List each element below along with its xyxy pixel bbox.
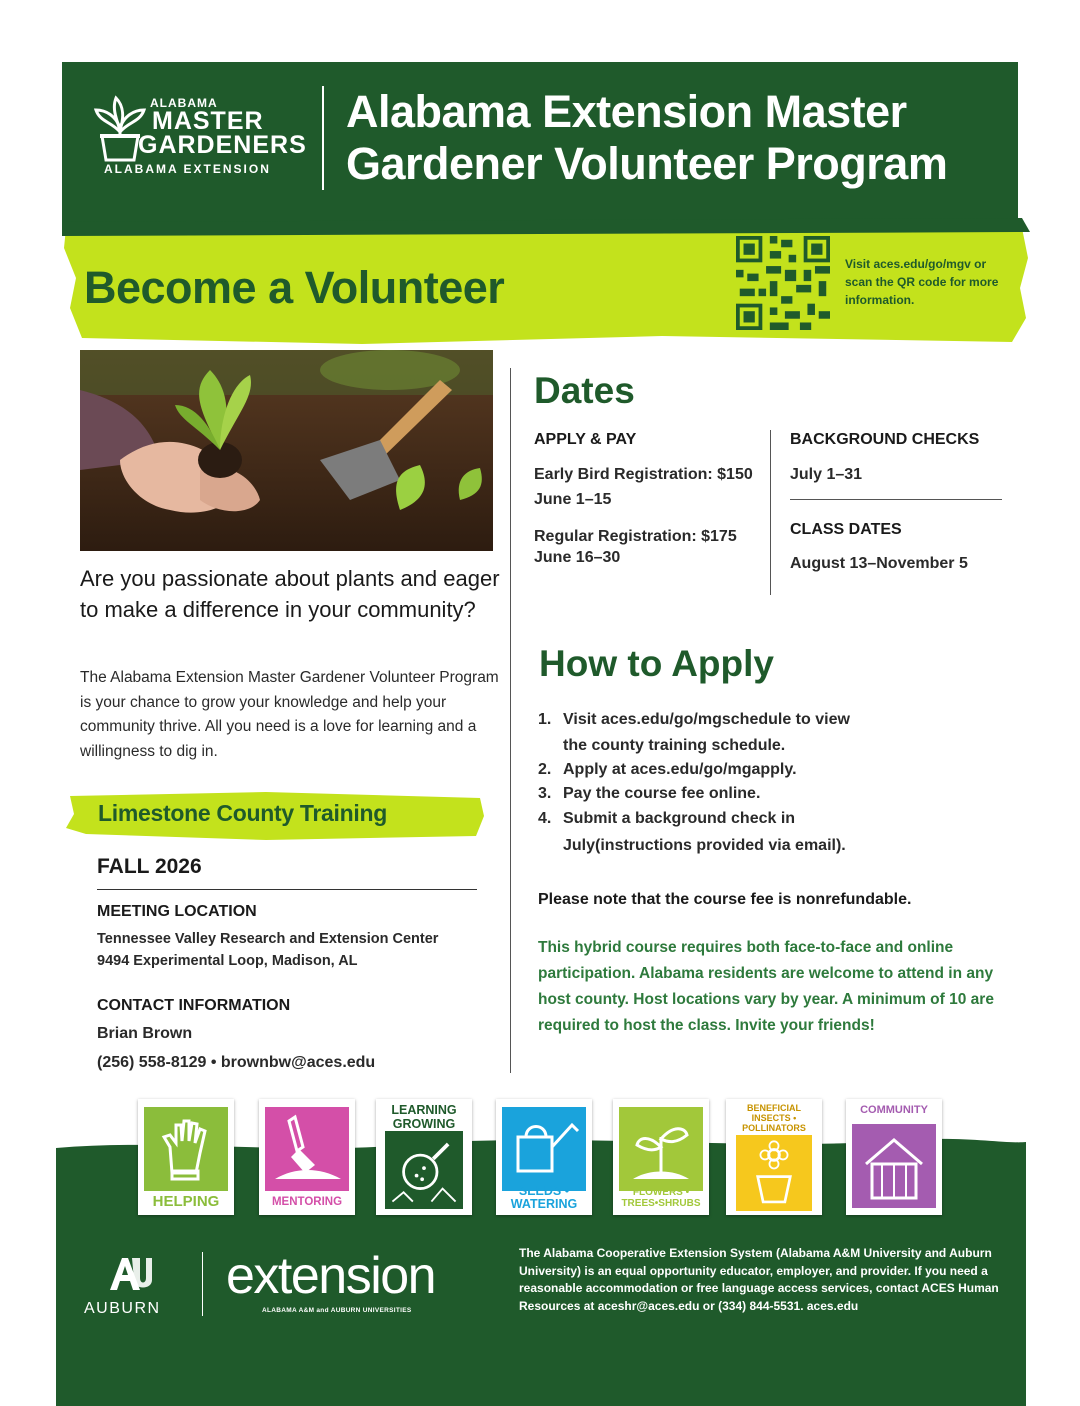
step-number: 2.: [538, 761, 552, 778]
contact-heading: CONTACT INFORMATION: [97, 997, 291, 1014]
watering-can-icon: [502, 1107, 586, 1191]
training-term: FALL 2026: [97, 855, 202, 878]
intro-question: Are you passionate about plants and eager to make a difference in your community?: [80, 566, 500, 622]
meeting-location-name: Tennessee Valley Research and Extension Center: [97, 931, 439, 947]
meeting-location-address: 9494 Experimental Loop, Madison, AL: [97, 953, 358, 969]
background-checks-heading: BACKGROUND CHECKS: [790, 431, 980, 448]
tile-label: FLOWERS • TREES•SHRUBS: [621, 1187, 701, 1209]
regular-dates: June 16–30: [534, 549, 621, 566]
step-text: Pay the course fee online.: [563, 785, 761, 802]
dates-column-divider: [770, 430, 771, 595]
qr-code-icon[interactable]: [736, 236, 830, 330]
early-bird-label: Early Bird Registration: $150: [534, 466, 753, 483]
tile-label: LEARNING GROWING: [391, 1103, 457, 1131]
county-title: Limestone County Training: [98, 800, 387, 826]
step-text: Submit a background check in: [563, 810, 796, 827]
tile-mentoring: [259, 1099, 355, 1215]
hybrid-course-note: This hybrid course requires both face-to-face and online participation. Alabama residents are welcome to attend in any host county. Host locations vary by year. A minimum of 10 are required to host the class. Invite your friends!: [538, 939, 994, 1034]
early-bird-dates: June 1–15: [534, 491, 612, 508]
step-1[interactable]: [538, 711, 850, 729]
tile-label: MENTORING: [271, 1196, 343, 1208]
logo-line-master: MASTER: [152, 107, 264, 135]
sprout-icon: [619, 1107, 703, 1191]
regular-label: Regular Registration: $175: [534, 528, 737, 545]
master-gardeners-logo: [90, 92, 310, 182]
apply-pay-heading: APPLY & PAY: [534, 431, 637, 448]
equal-opportunity-statement: The Alabama Cooperative Extension System (Alabama A&M University and Auburn University) is an equal opportunity educator, employer, and provider. If you need a reasonable accommodation or free language access services, contact ACES Human Resources at aceshr@aces.edu or (334) 844-5531. aces.edu: [519, 1246, 999, 1313]
step-1-continued: the county training schedule.: [563, 737, 786, 754]
logo-line-gardeners: GARDENERS: [138, 131, 307, 159]
tile-helping: [138, 1099, 234, 1215]
glove-icon: [144, 1107, 228, 1191]
step-2[interactable]: [538, 761, 797, 779]
tile-label: BENEFICIAL INSECTS • POLLINATORS: [742, 1103, 806, 1133]
dates-divider: [790, 499, 1002, 500]
auburn-au-icon: [106, 1254, 152, 1294]
tile-seeds-watering: [496, 1099, 592, 1215]
how-to-apply-heading: How to Apply: [539, 643, 774, 684]
step-number: 1.: [538, 711, 552, 728]
class-dates-value: August 13–November 5: [790, 555, 968, 572]
tile-beneficial-insects: [726, 1099, 822, 1215]
flower-pot-icon: [732, 1135, 816, 1211]
extension-subtitle: ALABAMA A&M and AUBURN UNIVERSITIES: [262, 1307, 412, 1314]
dates-heading: Dates: [534, 370, 635, 411]
visit-link-text[interactable]: Visit aces.edu/go/mgv or scan the QR code for more information.: [845, 257, 999, 307]
magnifier-icon: [382, 1131, 466, 1209]
column-divider: [510, 368, 511, 1073]
extension-wordmark: extension: [226, 1247, 436, 1305]
class-dates-heading: CLASS DATES: [790, 521, 902, 538]
step-4-continued: July(instructions provided via email).: [563, 837, 846, 854]
step-3: [538, 785, 760, 803]
step-text: Visit aces.edu/go/mgschedule to view: [563, 711, 850, 728]
background-checks-dates: July 1–31: [790, 466, 863, 483]
logo-org: ALABAMA EXTENSION: [104, 162, 271, 176]
footer-divider: [202, 1252, 203, 1316]
tile-label: SEEDS • WATERING: [510, 1184, 578, 1211]
tile-learning-growing: [376, 1099, 472, 1215]
tile-community: [846, 1099, 942, 1215]
step-text: Apply at aces.edu/go/mgapply.: [563, 761, 797, 778]
gardening-hands-photo: [80, 350, 493, 551]
header-divider: [322, 86, 324, 190]
auburn-wordmark: AUBURN: [84, 1300, 161, 1317]
meeting-location-heading: MEETING LOCATION: [97, 903, 257, 920]
tile-label: HELPING: [152, 1193, 220, 1210]
nonrefundable-note: Please note that the course fee is nonrefundable.: [538, 891, 912, 908]
page-title: Alabama Extension Master Gardener Volunteer Program: [346, 86, 948, 189]
contact-name: Brian Brown: [97, 1025, 193, 1042]
step-number: 3.: [538, 785, 552, 802]
term-divider: [97, 889, 477, 890]
contact-details[interactable]: (256) 558-8129 • brownbw@aces.edu: [97, 1054, 376, 1071]
house-icon: [852, 1123, 936, 1209]
trowel-icon: [265, 1107, 349, 1191]
step-4: [538, 810, 795, 828]
hero-heading: Become a Volunteer: [84, 262, 505, 313]
step-number: 4.: [538, 810, 552, 827]
tile-flowers-trees: [613, 1099, 709, 1215]
logo-state: ALABAMA: [150, 96, 218, 110]
tile-label: COMMUNITY: [860, 1104, 928, 1116]
intro-body: The Alabama Extension Master Gardener Volunteer Program is your chance to grow your knowledge and help your community thrive. All you need is a love for learning and a willingness to dig in.: [80, 669, 499, 760]
